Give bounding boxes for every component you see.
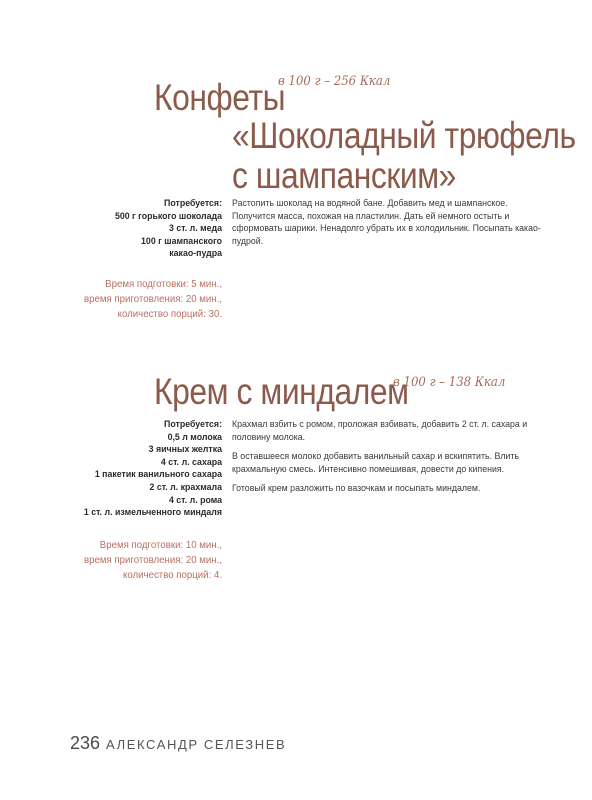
- method-paragraph: Растопить шоколад на водяной бане. Добавить мед и шампанское. Получится масса, похожая на пластилин. Дать ей немного остыть и сформовать шарики. Ненадолго убрать их в холодильник. Посыпать какао-пудрой.: [232, 198, 541, 246]
- calorie-note: в 100 г – 138 Ккал: [393, 375, 506, 390]
- ingredients-header: Потребуется:: [164, 198, 222, 208]
- ingredient-item: 0,5 л молока: [167, 431, 222, 442]
- timing-line: Время подготовки: 10 мин.,: [99, 539, 222, 551]
- ingredient-item: 3 яичных желтка: [148, 444, 222, 455]
- author-name: АЛЕКСАНДР СЕЛЕЗНЕВ: [106, 737, 287, 752]
- recipe-title-line: с шампанским»: [232, 155, 456, 196]
- ingredients-list: [84, 418, 222, 519]
- timing-line: время приготовления: 20 мин.,: [83, 293, 222, 305]
- timing-line: Время подготовки: 5 мин.,: [105, 278, 222, 290]
- ingredient-item: 2 ст. л. крахмала: [149, 481, 222, 492]
- ingredient-item: 4 ст. л. рома: [168, 494, 222, 505]
- ingredient-item: 500 г горького шоколада: [114, 210, 222, 221]
- ingredient-item: 4 ст. л. сахара: [160, 456, 222, 467]
- recipe-title: [154, 76, 285, 119]
- method-paragraph: В оставшееся молоко добавить ванильный сахар и вскипятить. Влить крахмальную смесь. Интенсивно помешивая, довести до кипения.: [232, 451, 520, 474]
- page-number: 236: [70, 733, 101, 753]
- page-footer: [70, 733, 286, 754]
- timing-info: [84, 277, 222, 322]
- recipe-title: [232, 116, 576, 196]
- recipe-title-line: Конфеты: [154, 77, 286, 118]
- ingredient-item: 1 ст. л. измельченного миндаля: [83, 507, 222, 518]
- method-text: [232, 418, 542, 495]
- ingredient-item: 100 г шампанского: [141, 235, 222, 246]
- ingredient-item: какао-пудра: [169, 248, 222, 259]
- method-paragraph: Крахмал взбить с ромом, проложая взбивать, добавить 2 ст. л. сахара и половину молока.: [232, 419, 528, 442]
- calorie-note: в 100 г – 256 Ккал: [278, 74, 391, 89]
- timing-line: количество порций: 30.: [117, 308, 222, 320]
- method-paragraph: Готовый крем разложить по вазочкам и посыпать миндалем.: [232, 483, 481, 494]
- ingredient-item: 1 пакетик ванильного сахара: [94, 469, 222, 480]
- recipe-title-line: Крем с миндалем: [154, 371, 409, 412]
- ingredient-item: 3 ст. л. меда: [168, 223, 222, 234]
- method-text: [232, 197, 550, 247]
- timing-line: количество порций: 4.: [122, 569, 222, 581]
- timing-info: [84, 538, 222, 583]
- recipe-title: [154, 370, 409, 413]
- ingredients-list: [115, 197, 222, 260]
- timing-line: время приготовления: 20 мин.,: [83, 554, 222, 566]
- ingredients-header: Потребуется:: [164, 419, 222, 429]
- recipe-title-line: «Шоколадный трюфель: [232, 115, 576, 156]
